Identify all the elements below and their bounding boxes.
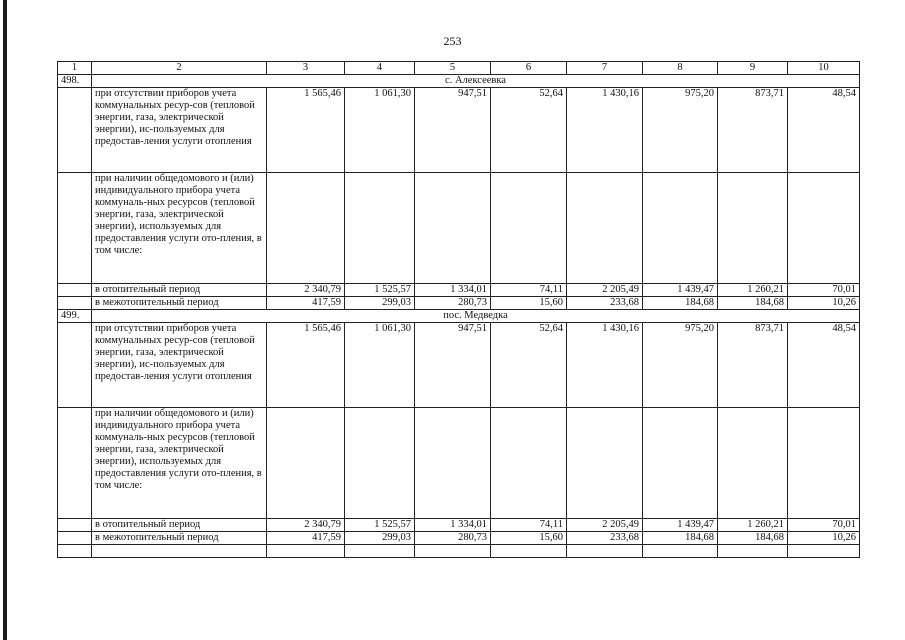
column-header: 10 bbox=[788, 62, 860, 75]
empty-cell bbox=[567, 545, 643, 558]
value-cell bbox=[345, 408, 415, 519]
value-cell: 1 430,16 bbox=[567, 323, 643, 408]
value-cell: 1 439,47 bbox=[643, 519, 718, 532]
value-cell: 233,68 bbox=[567, 297, 643, 310]
value-cell: 975,20 bbox=[643, 323, 718, 408]
value-cell bbox=[415, 173, 491, 284]
value-cell: 1 439,47 bbox=[643, 284, 718, 297]
value-cell bbox=[718, 173, 788, 284]
column-header: 1 bbox=[58, 62, 92, 75]
value-cell: 1 565,46 bbox=[267, 323, 345, 408]
value-cell: 184,68 bbox=[643, 532, 718, 545]
value-cell: 1 260,21 bbox=[718, 284, 788, 297]
value-cell: 10,26 bbox=[788, 297, 860, 310]
empty-cell bbox=[643, 545, 718, 558]
value-cell: 417,59 bbox=[267, 297, 345, 310]
value-cell: 70,01 bbox=[788, 284, 860, 297]
value-cell: 184,68 bbox=[718, 297, 788, 310]
row-label: в отопительный период bbox=[92, 519, 267, 532]
value-cell bbox=[788, 408, 860, 519]
value-cell: 52,64 bbox=[491, 323, 567, 408]
empty-cell bbox=[491, 545, 567, 558]
value-cell: 184,68 bbox=[643, 297, 718, 310]
empty-cell bbox=[267, 545, 345, 558]
value-cell: 74,11 bbox=[491, 284, 567, 297]
column-header: 3 bbox=[267, 62, 345, 75]
value-cell bbox=[491, 408, 567, 519]
blank-row bbox=[58, 545, 860, 558]
value-cell bbox=[267, 408, 345, 519]
section-name: с. Алексеевка bbox=[92, 75, 860, 88]
column-header: 9 bbox=[718, 62, 788, 75]
value-cell: 48,54 bbox=[788, 323, 860, 408]
value-cell: 74,11 bbox=[491, 519, 567, 532]
row-label: при наличии общедомового и (или) индивидуального прибора учета коммуналь-ных ресурсов (тепловой энергии, газа, электрической энергии), используемых для предоставления услуги ото-пления, в том числе: bbox=[92, 173, 267, 284]
value-cell: 417,59 bbox=[267, 532, 345, 545]
table-row bbox=[58, 88, 860, 173]
value-cell: 947,51 bbox=[415, 323, 491, 408]
table-row bbox=[58, 323, 860, 408]
value-cell: 1 430,16 bbox=[567, 88, 643, 173]
value-cell bbox=[718, 408, 788, 519]
empty-cell bbox=[788, 545, 860, 558]
value-cell: 1 061,30 bbox=[345, 88, 415, 173]
column-header: 8 bbox=[643, 62, 718, 75]
section-number: 498. bbox=[58, 75, 92, 88]
value-cell: 1 334,01 bbox=[415, 519, 491, 532]
value-cell: 1 565,46 bbox=[267, 88, 345, 173]
empty-cell bbox=[58, 297, 92, 310]
column-header: 6 bbox=[491, 62, 567, 75]
section-header-row bbox=[58, 75, 860, 88]
value-cell bbox=[415, 408, 491, 519]
table-row bbox=[58, 173, 860, 284]
empty-cell bbox=[58, 284, 92, 297]
column-header: 2 bbox=[92, 62, 267, 75]
value-cell: 70,01 bbox=[788, 519, 860, 532]
value-cell: 280,73 bbox=[415, 532, 491, 545]
row-label: при отсутствии приборов учета коммунальных ресур-сов (тепловой энергии, газа, электрической энергии), ис-пользуемых для предостав-ления услуги отопления bbox=[92, 323, 267, 408]
value-cell: 873,71 bbox=[718, 323, 788, 408]
value-cell: 2 340,79 bbox=[267, 284, 345, 297]
row-label: при наличии общедомового и (или) индивидуального прибора учета коммуналь-ных ресурсов (тепловой энергии, газа, электрической энергии), используемых для предоставления услуги ото-пления, в том числе: bbox=[92, 408, 267, 519]
value-cell: 1 061,30 bbox=[345, 323, 415, 408]
empty-cell bbox=[58, 545, 92, 558]
binding-edge bbox=[3, 0, 7, 640]
column-header: 4 bbox=[345, 62, 415, 75]
value-cell: 975,20 bbox=[643, 88, 718, 173]
empty-cell bbox=[58, 408, 92, 519]
value-cell: 299,03 bbox=[345, 532, 415, 545]
value-cell: 15,60 bbox=[491, 532, 567, 545]
value-cell: 280,73 bbox=[415, 297, 491, 310]
empty-cell bbox=[58, 532, 92, 545]
value-cell: 1 525,57 bbox=[345, 519, 415, 532]
value-cell: 1 334,01 bbox=[415, 284, 491, 297]
tariff-table bbox=[57, 61, 860, 558]
empty-cell bbox=[345, 545, 415, 558]
value-cell: 15,60 bbox=[491, 297, 567, 310]
empty-cell bbox=[92, 545, 267, 558]
value-cell: 1 260,21 bbox=[718, 519, 788, 532]
value-cell bbox=[643, 173, 718, 284]
row-label: при отсутствии приборов учета коммунальных ресур-сов (тепловой энергии, газа, электрической энергии), ис-пользуемых для предостав-ления услуги отопления bbox=[92, 88, 267, 173]
section-number: 499. bbox=[58, 310, 92, 323]
table-row bbox=[58, 408, 860, 519]
empty-cell bbox=[58, 173, 92, 284]
column-header: 7 bbox=[567, 62, 643, 75]
page-number: 253 bbox=[443, 34, 462, 48]
value-cell: 947,51 bbox=[415, 88, 491, 173]
value-cell bbox=[567, 408, 643, 519]
column-number-row bbox=[58, 62, 860, 75]
empty-cell bbox=[58, 519, 92, 532]
section-name: пос. Медведка bbox=[92, 310, 860, 323]
column-header: 5 bbox=[415, 62, 491, 75]
table-row bbox=[58, 297, 860, 310]
value-cell: 1 525,57 bbox=[345, 284, 415, 297]
empty-cell bbox=[58, 323, 92, 408]
value-cell: 2 340,79 bbox=[267, 519, 345, 532]
table-row bbox=[58, 284, 860, 297]
value-cell: 873,71 bbox=[718, 88, 788, 173]
value-cell bbox=[267, 173, 345, 284]
table-row bbox=[58, 519, 860, 532]
empty-cell bbox=[718, 545, 788, 558]
value-cell: 52,64 bbox=[491, 88, 567, 173]
value-cell bbox=[491, 173, 567, 284]
row-label: в межотопительный период bbox=[92, 532, 267, 545]
value-cell bbox=[345, 173, 415, 284]
table-body bbox=[58, 62, 860, 558]
value-cell: 48,54 bbox=[788, 88, 860, 173]
value-cell: 2 205,49 bbox=[567, 519, 643, 532]
value-cell: 184,68 bbox=[718, 532, 788, 545]
value-cell: 2 205,49 bbox=[567, 284, 643, 297]
value-cell: 299,03 bbox=[345, 297, 415, 310]
value-cell bbox=[643, 408, 718, 519]
row-label: в межотопительный период bbox=[92, 297, 267, 310]
value-cell bbox=[788, 173, 860, 284]
empty-cell bbox=[58, 88, 92, 173]
row-label: в отопительный период bbox=[92, 284, 267, 297]
value-cell: 233,68 bbox=[567, 532, 643, 545]
value-cell: 10,26 bbox=[788, 532, 860, 545]
table-row bbox=[58, 532, 860, 545]
empty-cell bbox=[415, 545, 491, 558]
section-header-row bbox=[58, 310, 860, 323]
value-cell bbox=[567, 173, 643, 284]
